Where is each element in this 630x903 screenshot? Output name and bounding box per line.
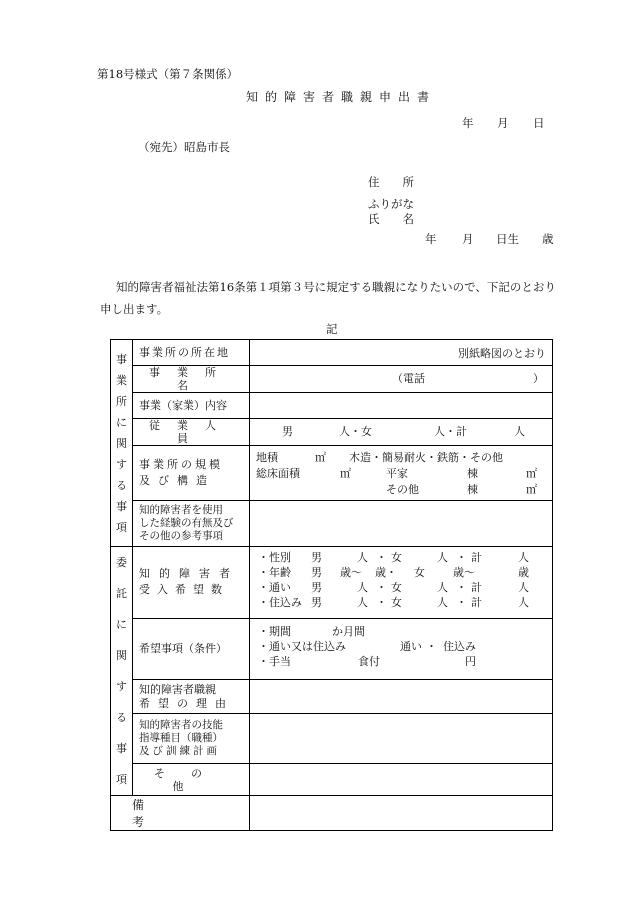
- name-label: 氏 名: [368, 212, 414, 226]
- training-field[interactable]: [250, 714, 553, 764]
- business-content-label: 事業（家業）内容: [133, 393, 250, 419]
- age-male-from: 歳～: [340, 566, 362, 579]
- other-story-label: その他: [386, 483, 419, 496]
- application-table: [110, 339, 553, 831]
- commute-total-unit: 人: [518, 581, 529, 594]
- remarks-field[interactable]: [250, 796, 553, 831]
- ki-heading: 記: [326, 322, 338, 336]
- livein-male: 男: [311, 596, 322, 609]
- training-label: 知的障害者の技能 指導種目（職種） 及び訓練計画: [133, 714, 250, 764]
- acceptance-field[interactable]: ・性別 男 人 ・ 女 人 ・ 計 人 ・年齢 男 歳～ 歳・ 女 歳～ 歳 ・通い 男 人 ・ 女 人 ・ 計 人 ・住込み 男 人 ・ 女 人 ・ 計 人: [250, 547, 553, 619]
- commute-total: 計: [471, 581, 482, 594]
- livein-option: 住込み: [443, 639, 476, 653]
- gender-total-unit: 人: [518, 551, 529, 564]
- livein-male-unit: 人: [357, 596, 368, 609]
- livein-female: 女: [391, 596, 402, 609]
- office-name-label: 事業所名: [133, 366, 250, 393]
- birth-month: 月: [462, 232, 474, 246]
- employees-total: 人・計: [434, 425, 467, 438]
- floor-area-label: 総床面積: [256, 467, 300, 480]
- experience-label: 知的障害者を使用 した経験の有無及び その他の参考事項: [133, 501, 250, 547]
- gender-label: ・性別: [258, 551, 291, 564]
- birth-year: 年: [425, 232, 437, 246]
- other-story-area-unit: ㎡: [526, 483, 537, 496]
- date-year: 年: [462, 116, 474, 130]
- employees-female: 人・女: [339, 425, 372, 438]
- age-label: 歳: [542, 232, 554, 246]
- date-day: 日: [533, 116, 545, 130]
- acceptance-label: 知的障害者 受入希望数: [133, 547, 250, 619]
- phone-open: （電話: [392, 372, 425, 385]
- floor-area-unit: ㎡: [340, 467, 351, 480]
- single-story-label: 平家: [386, 467, 408, 480]
- date-month: 月: [497, 116, 509, 130]
- commute-label: ・通い: [258, 581, 291, 594]
- office-scale-label: 事業所の規模 及び構造: [133, 446, 250, 501]
- commute-option: 通い: [400, 639, 422, 653]
- phone-close: ）: [533, 372, 544, 385]
- other-story-bldg-unit: 棟: [467, 483, 478, 496]
- commute-female: 女: [391, 581, 402, 594]
- age-male: 男: [311, 566, 322, 579]
- gender-female-unit: 人: [437, 551, 448, 564]
- other-field[interactable]: [250, 764, 553, 796]
- livein-total: 計: [471, 596, 482, 609]
- livein-total-unit: 人: [518, 596, 529, 609]
- other-label: その他: [133, 764, 250, 796]
- conditions-label: 希望事項（条件）: [133, 618, 250, 679]
- commute-male: 男: [311, 581, 322, 594]
- office-scale-field[interactable]: [250, 446, 553, 501]
- employees-field[interactable]: [250, 419, 553, 446]
- request-paragraph: 知的障害者福祉法第16条第１項第３号に規定する職親になりたいので、下記のとおり申し出ます。: [100, 280, 556, 316]
- gender-total: 計: [471, 551, 482, 564]
- commute-female-unit: 人: [437, 581, 448, 594]
- employees-unit: 人: [514, 425, 525, 438]
- section1-label: 事 業 所 に 関 す る 事 項: [111, 340, 133, 547]
- section2-label: 委 託 に 関 す る 事 項: [111, 547, 133, 796]
- meals-label: 食付: [358, 654, 380, 668]
- employees-male: 男: [282, 425, 293, 438]
- office-location-value[interactable]: 別紙略図のとおり: [250, 340, 553, 366]
- age-female: 女: [414, 566, 425, 579]
- document-title: 知的障害者職親申出書: [246, 90, 437, 104]
- furigana-label: ふりがな: [368, 197, 414, 211]
- livein-label: ・住込み: [258, 596, 302, 609]
- livein-female-unit: 人: [437, 596, 448, 609]
- age-female-to: 歳: [518, 566, 529, 579]
- commute-or-livein-label: ・通い又は住込み: [258, 639, 346, 653]
- form-number: 第18号様式（第７条関係）: [97, 67, 239, 81]
- land-area-unit: ㎡: [315, 451, 326, 464]
- period-unit: か月間: [332, 624, 365, 638]
- office-name-field[interactable]: [250, 366, 553, 393]
- age-female-from: 歳～: [453, 566, 475, 579]
- age-male-to: 歳・: [375, 566, 397, 579]
- single-story-bldg-unit: 棟: [467, 467, 478, 480]
- experience-field[interactable]: [250, 501, 553, 547]
- gender-male: 男: [311, 551, 322, 564]
- land-area-label: 地積: [256, 451, 278, 464]
- structure-options: 木造・簡易耐火・鉄筋・その他: [349, 451, 503, 464]
- business-content-field[interactable]: [250, 393, 553, 419]
- birth-day: 日生: [496, 232, 519, 246]
- conditions-field[interactable]: ・期間 か月間 ・通い又は住込み 通い ・ 住込み ・手当 食付 円: [250, 618, 553, 679]
- employees-label: 従業人員: [133, 419, 250, 446]
- addressee: （宛先）昭島市長: [138, 140, 230, 154]
- commute-male-unit: 人: [357, 581, 368, 594]
- reason-field[interactable]: [250, 679, 553, 714]
- remarks-label: 備考: [111, 796, 250, 831]
- gender-female: 女: [391, 551, 402, 564]
- gender-male-unit: 人: [357, 551, 368, 564]
- yen-unit: 円: [465, 654, 476, 668]
- office-location-label: 事業所の所在地: [133, 340, 250, 366]
- period-label: ・期間: [258, 624, 291, 638]
- reason-label: 知的障害者職親 希望の理由: [133, 679, 250, 714]
- single-story-area-unit: ㎡: [526, 467, 537, 480]
- address-label: 住 所: [368, 175, 414, 189]
- allowance-label: ・手当: [258, 654, 291, 668]
- age-label: ・年齢: [258, 566, 291, 579]
